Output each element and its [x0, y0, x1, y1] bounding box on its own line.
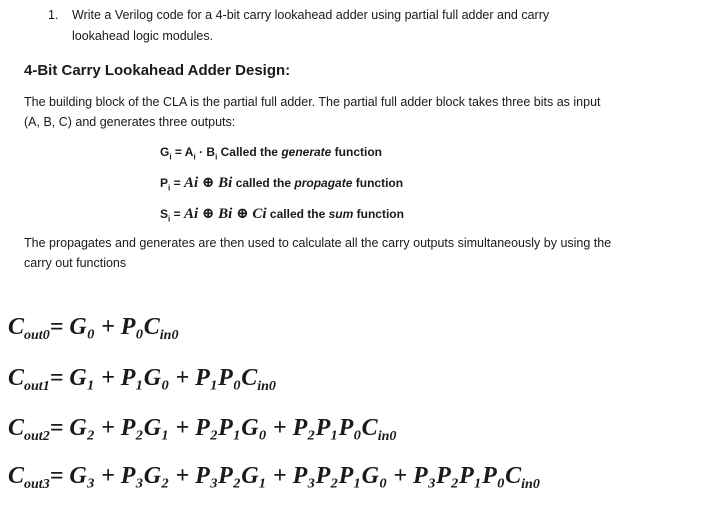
- cout3-equation: $C_{out3}= G_3 + P_3G_2 + P_3P_2G_1 + P_3P_2P_1G_0 + P_3P_2P_1P_0C_{in0}$: [8, 463, 540, 492]
- intro-paragraph: The building block of the CLA is the partial full adder. The partial full adder block takes three bits as input (A, B, C) and generates three outputs:: [24, 95, 601, 129]
- cout1-equation: $C_{out1}= G_1 + P_1G_0 + P_1P_0C_{in0}$: [8, 365, 276, 394]
- question-line-2: lookahead logic modules.: [72, 29, 214, 43]
- cout0-equation: $C_{out0}= G_0 + P_0C_{in0}$: [8, 314, 179, 343]
- section-heading: 4-Bit Carry Lookahead Adder Design:: [24, 62, 291, 79]
- propagate-equation: $P_i = Ai$ ⊕ Bi called the propagate function: [160, 175, 404, 193]
- generate-equation: $G_i = A_i \cdot B_i$ Called the generate function: [160, 145, 382, 162]
- cout2-equation: $C_{out2}= G_2 + P_2G_1 + P_2P_1G_0 + P_2P_1P_0C_{in0}$: [8, 415, 397, 444]
- outro-paragraph: The propagates and generates are then used to calculate all the carry outputs simultaneously by using the carry out functions: [24, 236, 612, 270]
- question-line-1: 1. Write a Verilog code for a 4-bit carry lookahead adder using partial full adder and carry: [48, 5, 549, 26]
- question: [48, 5, 549, 47]
- question-number: 1.: [48, 8, 59, 22]
- sum-equation: $S_i = Ai$ ⊕ Bi ⊕ Ci called the sum function: [160, 206, 404, 224]
